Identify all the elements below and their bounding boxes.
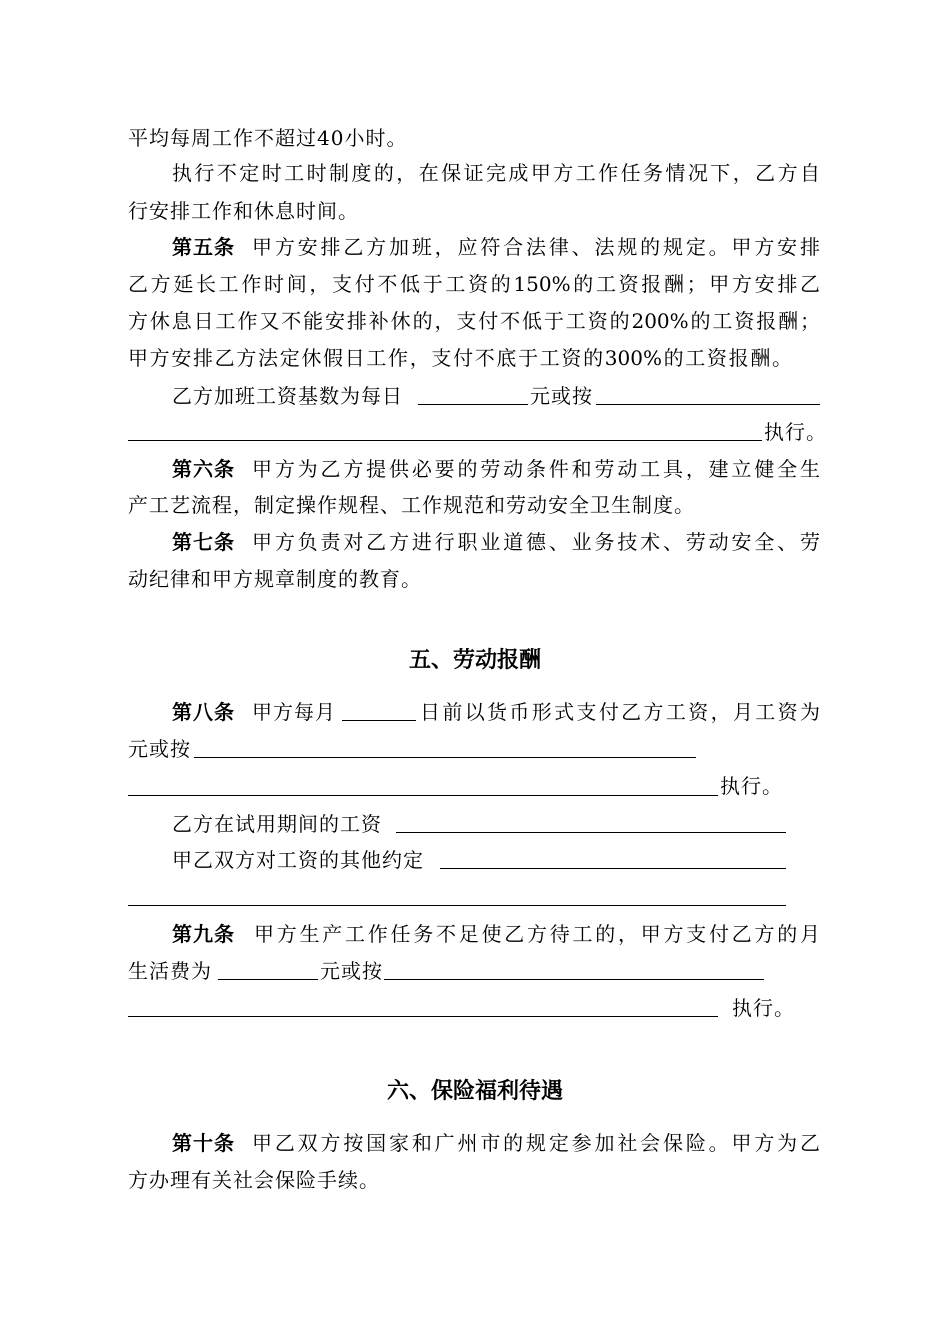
fill-blank[interactable] — [218, 979, 318, 980]
text-line: 甲方安排乙方加班，应符合法律、法规的规定。甲方安排 — [252, 235, 820, 259]
article-label: 第七条 — [172, 530, 235, 554]
fill-blank[interactable] — [128, 440, 762, 441]
text-line: 甲方为乙方提供必要的劳动条件和劳动工具，建立健全生 — [252, 457, 820, 481]
fill-blank[interactable] — [440, 868, 786, 869]
text-line: 乙方在试用期间的工资 — [172, 812, 382, 836]
text-line: 平均每周工作不超过40小时。 — [128, 126, 408, 150]
text-line: 乙方延长工作时间，支付不低于工资的150%的工资报酬；甲方安排乙 — [128, 272, 820, 296]
text-line: 动纪律和甲方规章制度的教育。 — [128, 567, 422, 591]
text-line: 生活费为 — [128, 959, 212, 983]
article-10 — [172, 1129, 235, 1157]
article-label: 第五条 — [172, 235, 235, 259]
fill-blank[interactable] — [194, 757, 696, 758]
text-line: 元或按 — [530, 384, 593, 408]
fill-blank[interactable] — [396, 832, 786, 833]
fill-blank[interactable] — [128, 795, 718, 796]
text-line: 甲方生产工作任务不足使乙方待工的，甲方支付乙方的月 — [254, 922, 820, 946]
text-line: 执行。 — [732, 996, 795, 1020]
text-line: 元或按 — [128, 737, 191, 761]
text-line: 乙方加班工资基数为每日 — [172, 384, 403, 408]
text-line: 方办理有关社会保险手续。 — [128, 1168, 380, 1192]
article-8 — [172, 698, 235, 726]
article-label: 第九条 — [172, 922, 235, 946]
text-line: 方休息日工作又不能安排补休的，支付不低于工资的200%的工资报酬； — [128, 309, 820, 333]
text-line: 执行。 — [720, 774, 783, 798]
article-6 — [172, 455, 235, 483]
fill-blank[interactable] — [128, 1016, 718, 1017]
section-heading: 五、劳动报酬 — [408, 648, 541, 673]
section-heading: 六、保险福利待遇 — [386, 1079, 563, 1104]
article-label: 第六条 — [172, 457, 235, 481]
text-line: 日前以货币形式支付乙方工资，月工资为 — [420, 700, 820, 724]
text-line: 执行不定时工时制度的，在保证完成甲方工作任务情况下，乙方自 — [172, 161, 820, 185]
text-line: 甲方负责对乙方进行职业道德、业务技术、劳动安全、劳 — [252, 530, 820, 554]
article-label: 第八条 — [172, 700, 235, 724]
text-line: 甲方每月 — [252, 700, 336, 724]
text-line: 执行。 — [764, 420, 827, 444]
text-line: 产工艺流程，制定操作规程、工作规范和劳动安全卫生制度。 — [128, 493, 695, 517]
text-line: 元或按 — [320, 959, 383, 983]
fill-blank[interactable] — [418, 404, 528, 405]
fill-blank[interactable] — [384, 979, 764, 980]
article-9 — [172, 920, 235, 948]
article-label: 第十条 — [172, 1131, 235, 1155]
text-line: 甲乙双方对工资的其他约定 — [172, 848, 424, 872]
fill-blank[interactable] — [342, 720, 416, 721]
fill-blank[interactable] — [128, 905, 786, 906]
text-line: 甲方安排乙方法定休假日工作，支付不底于工资的300%的工资报酬。 — [128, 346, 792, 370]
text-line: 甲乙双方按国家和广州市的规定参加社会保险。甲方为乙 — [252, 1131, 820, 1155]
article-7 — [172, 528, 235, 556]
fill-blank[interactable] — [596, 404, 820, 405]
text-line: 行安排工作和休息时间。 — [128, 199, 359, 223]
